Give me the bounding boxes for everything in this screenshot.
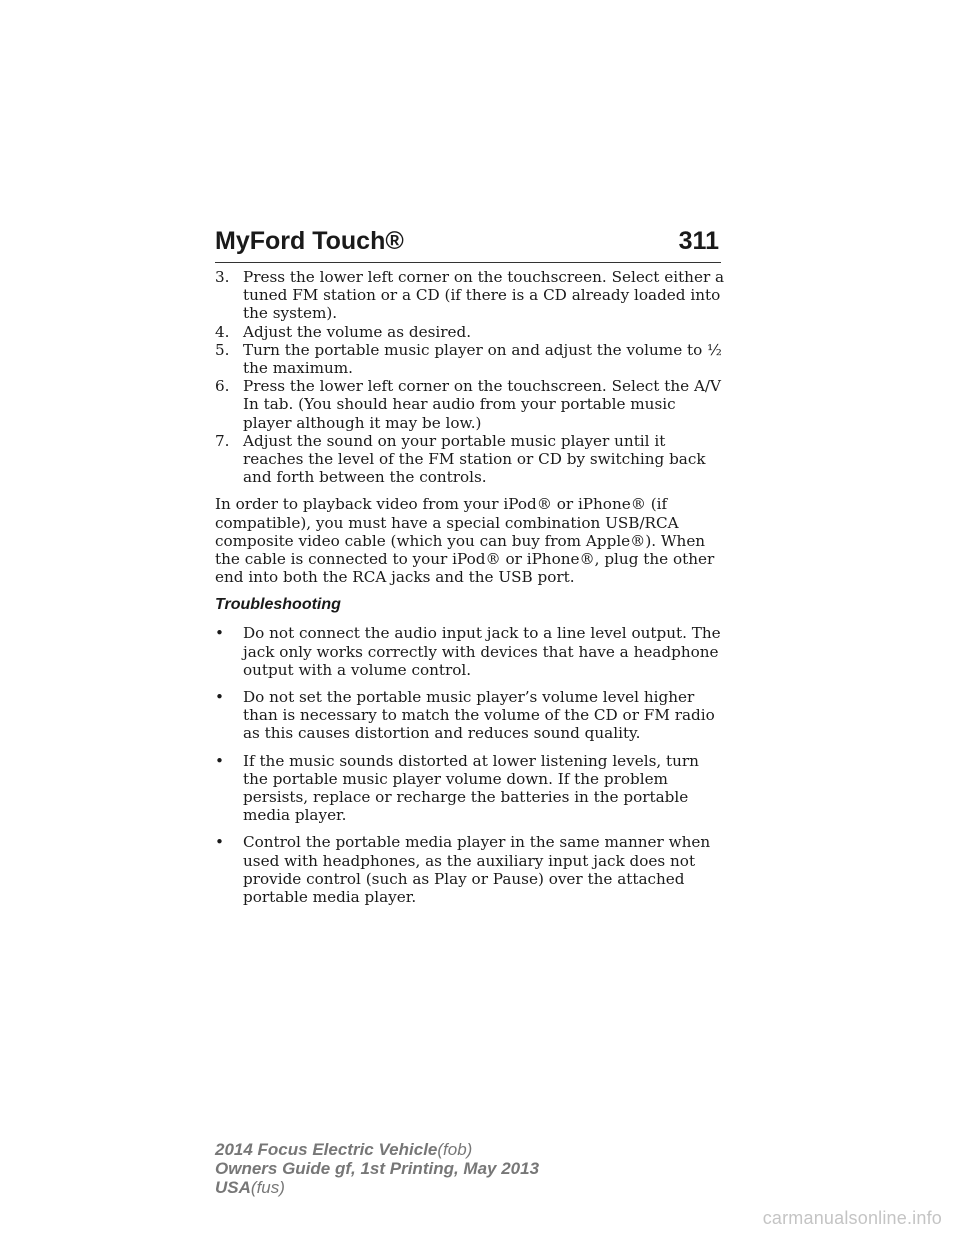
step-number: 4. bbox=[215, 322, 230, 341]
bullet-icon: • bbox=[215, 833, 224, 852]
step-number: 7. bbox=[215, 431, 230, 450]
bullet-item bbox=[215, 688, 725, 743]
bullet-item bbox=[215, 833, 725, 906]
footer-market-name: USA bbox=[215, 1178, 251, 1197]
bullet-text: Do not connect the audio input jack to a line level output. The jack only works correctly with devices that have a headphone output with a volume control. bbox=[243, 624, 721, 679]
step-number: 3. bbox=[215, 268, 230, 286]
step-item bbox=[215, 377, 725, 432]
footer-line-guide: Owners Guide gf, 1st Printing, May 2013 bbox=[215, 1159, 540, 1178]
step-number: 6. bbox=[215, 377, 230, 396]
bullet-icon: • bbox=[215, 624, 224, 643]
footer-market-code: (fus) bbox=[250, 1178, 285, 1197]
steps-list bbox=[215, 268, 725, 486]
footer-line-vehicle bbox=[215, 1140, 539, 1159]
footer-line-market bbox=[215, 1178, 539, 1197]
troubleshooting-list bbox=[215, 624, 725, 906]
bullet-icon: • bbox=[215, 688, 224, 707]
bullet-item bbox=[215, 624, 725, 679]
step-text: Adjust the volume as desired. bbox=[243, 322, 472, 341]
step-text: Adjust the sound on your portable music player until it reaches the level of the FM station or CD by switching back and forth between the controls. bbox=[243, 431, 706, 487]
watermark-text: carmanualsonline.info bbox=[762, 1208, 942, 1228]
step-item bbox=[215, 341, 725, 377]
video-playback-paragraph: In order to playback video from your iPod® or iPhone® (if compatible), you must have a special combination USB/RCA composite video cable (which you can buy from Apple®). When the cable is connected to your iPod® or iPhone®, plug the other end into both the RCA jacks and the USB port. bbox=[215, 495, 715, 587]
page-header bbox=[215, 226, 721, 263]
footer-vehicle-code: (fob) bbox=[437, 1140, 473, 1159]
footer-vehicle-name: 2014 Focus Electric Vehicle bbox=[215, 1140, 438, 1159]
bullet-text: Control the portable media player in the same manner when used with headphones, as the auxiliary input jack does not provide control (such as Play or Pause) over the attached portable media player. bbox=[243, 833, 711, 907]
document-footer bbox=[215, 1140, 539, 1197]
bullet-icon: • bbox=[215, 751, 224, 770]
main-content bbox=[215, 268, 725, 906]
troubleshooting-heading: Troubleshooting bbox=[215, 596, 341, 614]
step-text: Turn the portable music player on and adjust the volume to ½ the maximum. bbox=[243, 340, 722, 378]
bullet-item bbox=[215, 752, 725, 825]
step-number: 5. bbox=[215, 340, 230, 359]
bullet-text: Do not set the portable music player’s volume level higher than is necessary to match the volume of the CD or FM radio as this causes distortion and reduces sound quality. bbox=[243, 688, 715, 743]
section-title: MyFord Touch® bbox=[215, 227, 404, 255]
step-item bbox=[215, 268, 725, 323]
page-number: 311 bbox=[678, 227, 719, 255]
step-text: Press the lower left corner on the touchscreen. Select the A/V In tab. (You should hear audio from your portable music player although it may be low.) bbox=[243, 377, 721, 432]
step-text: Press the lower left corner on the touchscreen. Select either a tuned FM station or a CD (if there is a CD already loaded into the system). bbox=[243, 268, 725, 323]
step-item bbox=[215, 323, 725, 341]
bullet-text: If the music sounds distorted at lower listening levels, turn the portable music player volume down. If the problem persists, replace or recharge the batteries in the portable media player. bbox=[243, 751, 699, 825]
step-item bbox=[215, 432, 725, 487]
